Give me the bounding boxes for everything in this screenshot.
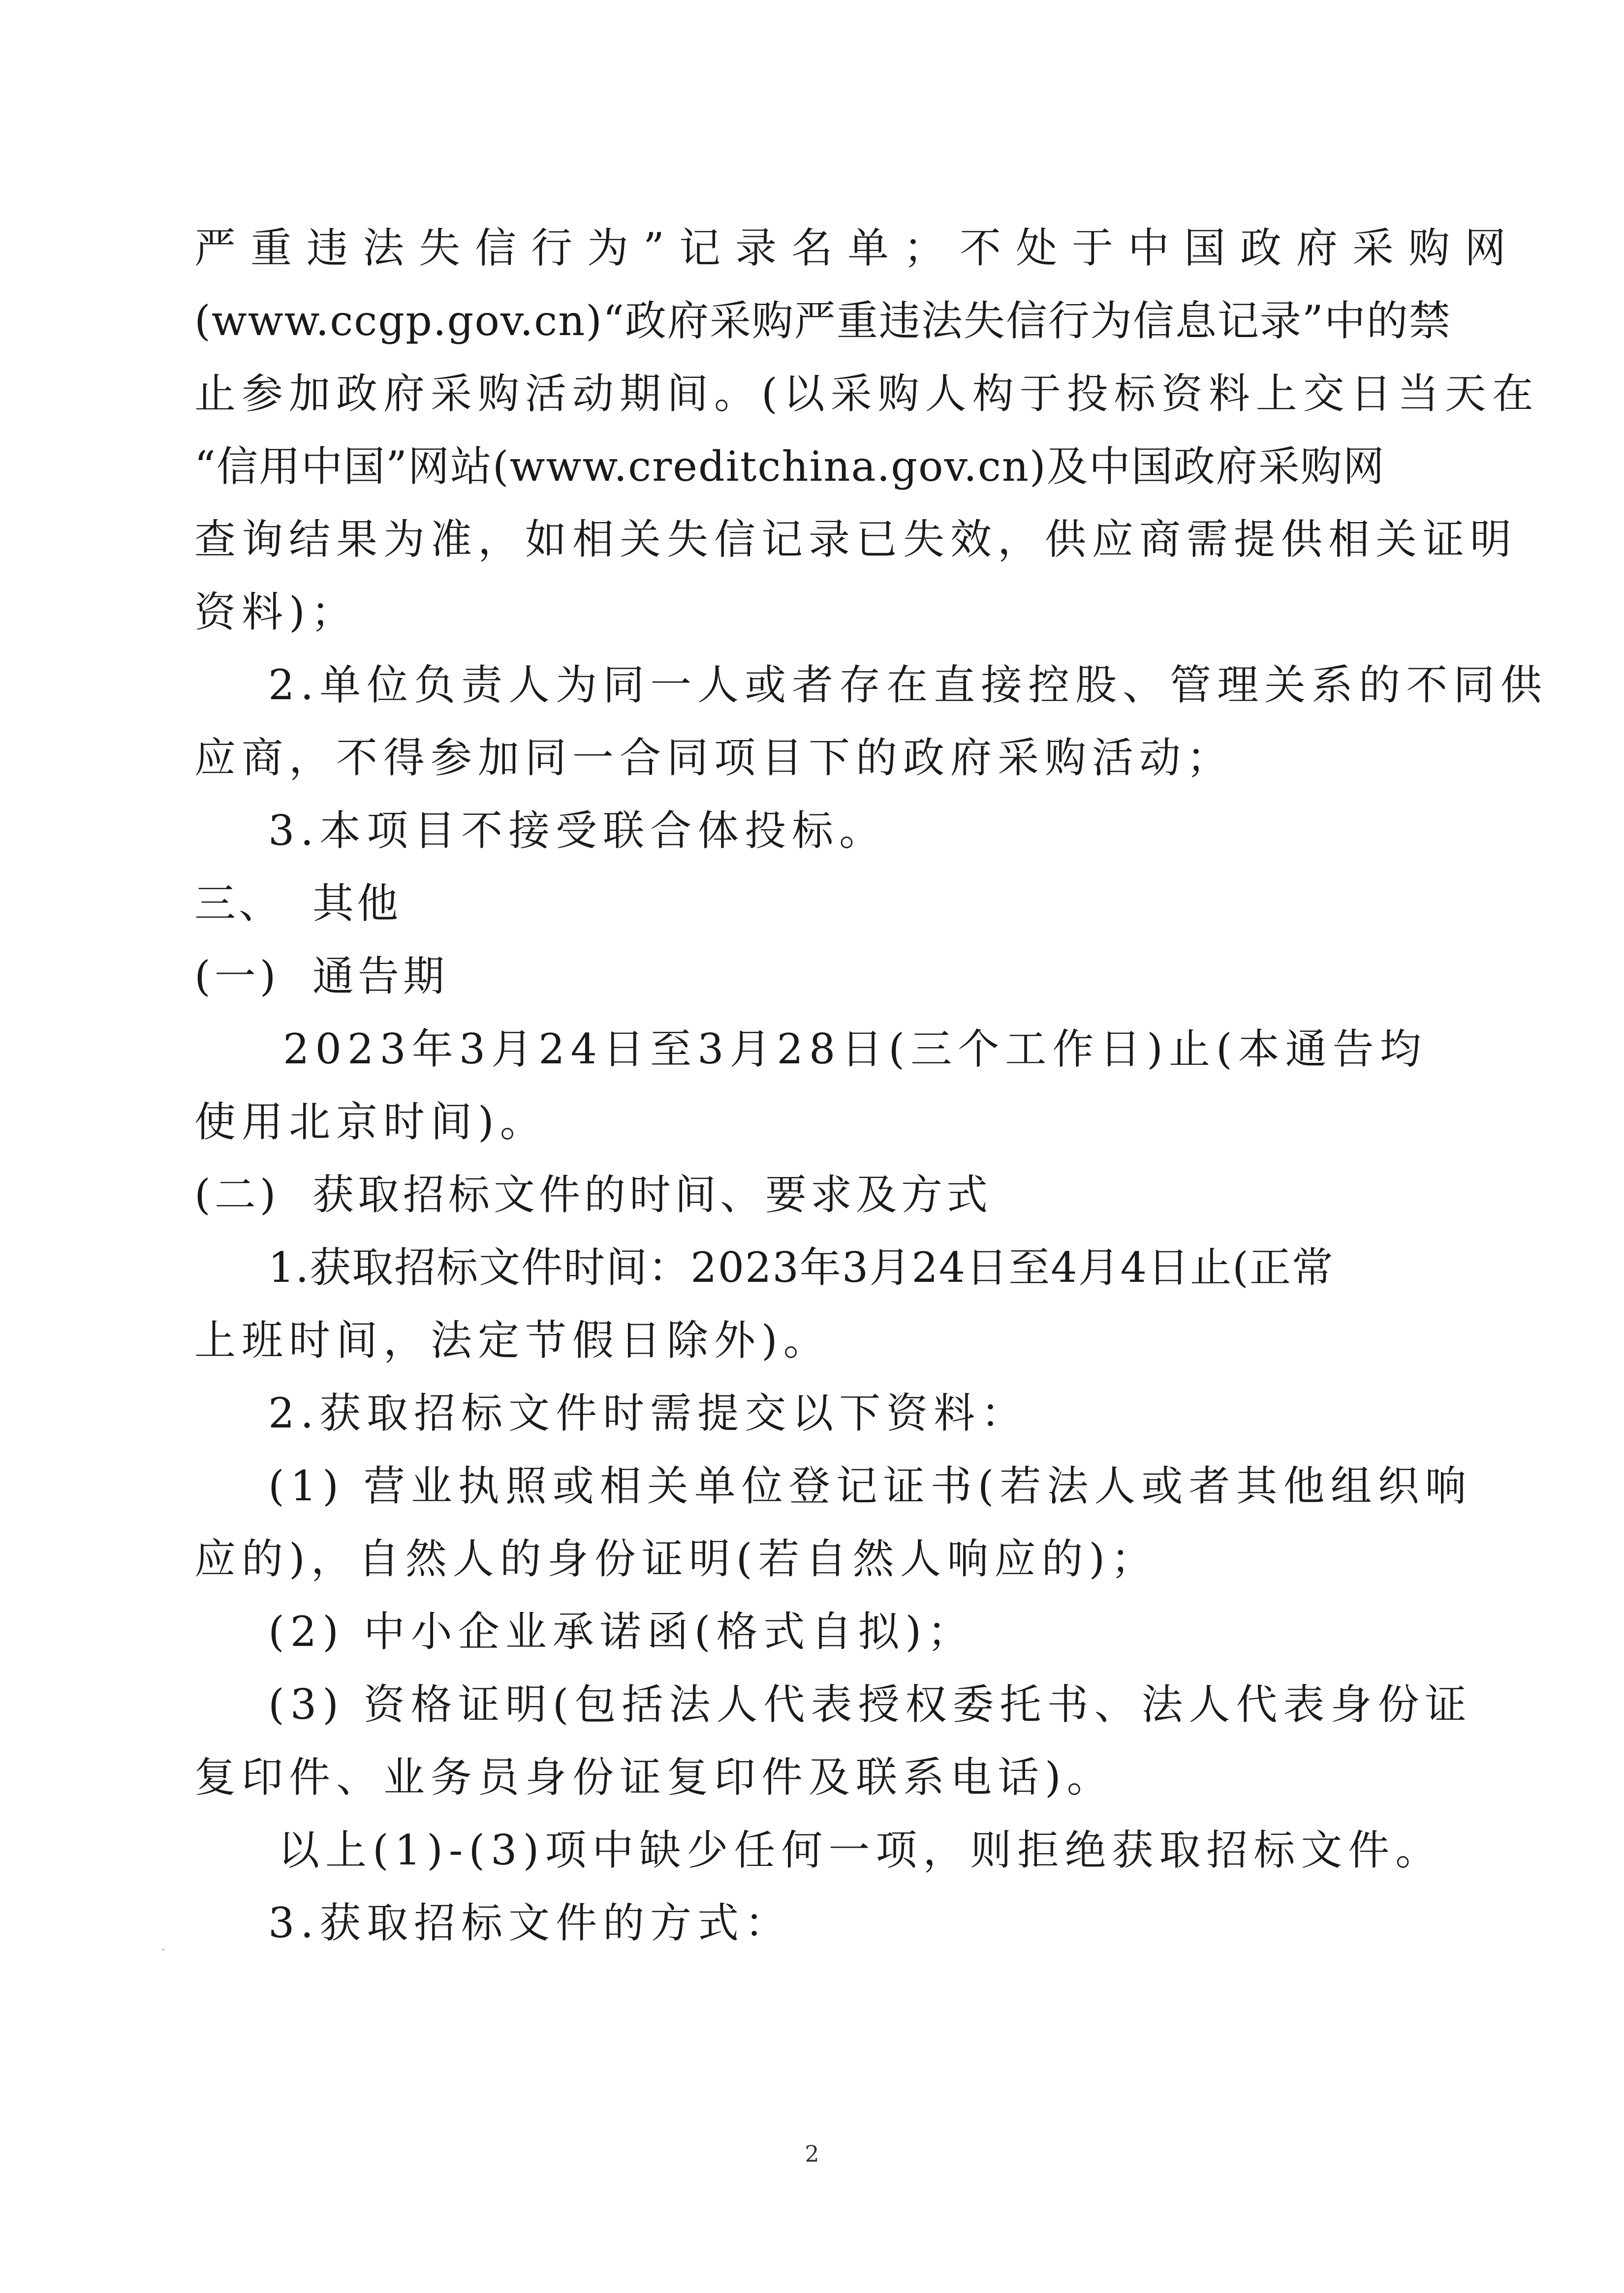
section-heading (194, 867, 1439, 940)
subsection-number: (二) (194, 1171, 280, 1219)
paragraph-line: “信用中国”网站(www.creditchina.gov.cn)及中国政府采购网 (194, 442, 1385, 491)
paragraph-line: 上班时间，法定节假日除外)。 (194, 1316, 831, 1364)
list-item: (2) 中小企业承诺函(格式自拟)； (268, 1608, 975, 1656)
list-item: 2.获取招标文件时需提交以下资料： (268, 1389, 1029, 1437)
list-item: 3.获取招标文件的方式： (268, 1899, 792, 1947)
list-item: (1) 营业执照或相关单位登记证书(若法人或者其他组织响 (268, 1462, 1472, 1510)
list-item: 1.获取招标文件时间：2023年3月24日至4月4日止(正常 (268, 1243, 1334, 1292)
body-text (194, 212, 1548, 1959)
section-number: 三、 (194, 879, 283, 928)
list-item: 2.单位负责人为同一人或者存在直接控股、管理关系的不同供 (268, 661, 1548, 709)
paragraph-line: 应的)，自然人的身份证明(若自然人响应的)； (194, 1535, 1158, 1583)
paragraph-line: 以上(1)-(3)项中缺少任何一项，则拒绝获取招标文件。 (278, 1826, 1443, 1874)
paragraph-line: 2023年3月24日至3月28日(三个工作日)止(本通告均 (283, 1025, 1427, 1073)
subsection-heading (194, 1158, 1439, 1231)
paragraph-line: 止参加政府采购活动期间。(以采购人构于投标资料上交日当天在 (194, 370, 1539, 418)
paragraph-line: 查询结果为准，如相关失信记录已失效，供应商需提供相关证明 (194, 515, 1518, 563)
paragraph-line: 资料)； (194, 588, 358, 636)
subsection-title: 通告期 (312, 952, 449, 1000)
page-number: 2 (805, 2140, 819, 2167)
subsection-title: 获取招标文件的时间、要求及方式 (312, 1171, 992, 1219)
paragraph-line: 复印件、业务员身份证复印件及联系电话)。 (194, 1753, 1114, 1801)
paragraph-line: 使用北京时间)。 (194, 1098, 547, 1146)
paragraph-line: (www.ccgp.gov.cn)“政府采购严重违法失信行为信息记录”中的禁 (194, 297, 1451, 345)
list-item: (3) 资格证明(包括法人代表授权委托书、法人代表身份证 (268, 1680, 1472, 1729)
subsection-number: (一) (194, 952, 280, 1000)
subsection-heading (194, 940, 1439, 1013)
list-item: 3.本项目不接受联合体投标。 (268, 806, 887, 855)
scan-speck (162, 1949, 164, 1951)
section-title: 其他 (312, 879, 402, 928)
paragraph-line: 严重违法失信行为”记录名单；不处于中国政府采购网 (194, 224, 1521, 272)
paragraph-line: 应商，不得参加同一合同项目下的政府采购活动； (194, 734, 1234, 782)
